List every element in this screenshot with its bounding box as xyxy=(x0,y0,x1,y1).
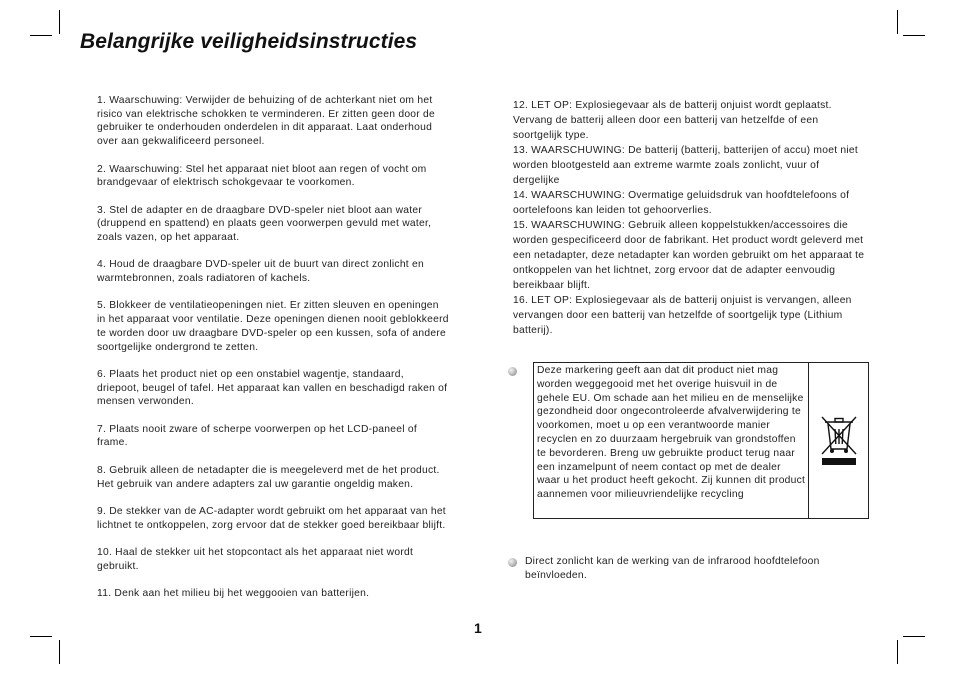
crop-mark xyxy=(897,640,898,664)
page-number: 1 xyxy=(474,620,482,636)
instruction-item: 1. Waarschuwing: Verwijder de behuizing of de achterkant niet om het risico van elektrische schokken te verminderen. Er zitten geen door de gebruiker te onderhouden onderdelen in dit apparaat. Laat onderhoud over aan gekwalificeerd personeel. xyxy=(97,95,436,148)
crop-mark xyxy=(903,35,925,36)
note-text: Direct zonlicht kan de werking van de infrarood hoofdtelefoon beïnvloeden. xyxy=(525,556,820,581)
page-title: Belangrijke veiligheidsinstructies xyxy=(80,30,418,53)
instruction-item: 12. LET OP: Explosiegevaar als de batterij onjuist wordt geplaatst. Vervang de batterij alleen door een batterij van hetzelfde of een soortgelijk type. xyxy=(513,100,832,141)
instruction-item: 13. WAARSCHUWING: De batterij (batterij, batterijen of accu) moet niet worden blootgesteld aan extreme warmte zoals zonlicht, vuur of dergelijke xyxy=(513,145,859,186)
crop-mark xyxy=(30,636,52,637)
instruction-item: 6. Plaats het product niet op een onstabiel wagentje, standaard, driepoot, beugel of tafel. Het apparaat kan vallen en beschadigd raken of mensen verwonden. xyxy=(97,368,448,408)
weee-text: Deze markering geeft aan dat dit product niet mag worden weggegooid met het overige huisvuil in de gehele EU. Om schade aan het milieu en de menselijke gezondheid door ongecontroleerde afvalverwijdering te voorkomen, moet u op een verantwoorde manier recyclen en zo duurzaam hergebruik van grondstoffen te bevorderen. Breng uw gebruikte product terug naar een inzamelpunt of neem contact op met de dealer waar u het product heeft gekocht. Zij kunnen dit product aannemen voor milieuvriendelijke recycling xyxy=(534,363,809,518)
bullet-icon xyxy=(508,558,517,567)
instruction-item: 7. Plaats nooit zware of scherpe voorwerpen op het LCD-paneel of frame. xyxy=(97,423,417,449)
instruction-item: 11. Denk aan het milieu bij het weggooien van batterijen. xyxy=(97,588,370,600)
crop-mark xyxy=(59,10,60,34)
instruction-item: 8. Gebruik alleen de netadapter die is meegeleverd met de het product. Het gebruik van andere adapters zal uw garantie ongeldig maken. xyxy=(97,464,440,490)
crop-mark xyxy=(59,640,60,664)
crop-mark xyxy=(30,35,52,36)
instruction-item: 15. WAARSCHUWING: Gebruik alleen koppelstukken/accessoires die worden gespecificeerd door de fabrikant. Het product wordt geleverd met een netadapter, deze netadapter kan worden gebruikt om het apparaat te ontkoppelen van het lichtnet, zorg ervoor dat de adapter eenvoudig bereikbaar blijft. xyxy=(513,220,865,291)
instruction-item: 3. Stel de adapter en de draagbare DVD-speler niet bloot aan water (druppend en spattend) en plaats geen voorwerpen gevuld met water, zoals vazen, op het apparaat. xyxy=(97,204,432,243)
instruction-item: 16. LET OP: Explosiegevaar als de batterij onjuist is vervangen, alleen vervangen door een batterij van hetzelfde of soortgelijk type (Lithium batterij). xyxy=(513,295,852,336)
crop-mark xyxy=(903,636,925,637)
instruction-item: 2. Waarschuwing: Stel het apparaat niet bloot aan regen of vocht om brandgevaar of elektrisch schokgevaar te voorkomen. xyxy=(97,163,427,189)
bullet-icon xyxy=(508,367,517,376)
instruction-item: 4. Houd de draagbare DVD-speler uit de buurt van direct zonlicht en warmtebronnen, zoals radiatoren of kachels. xyxy=(97,259,424,285)
crop-mark xyxy=(897,10,898,34)
right-column xyxy=(513,98,865,338)
weee-box xyxy=(533,362,869,519)
instruction-item: 5. Blokkeer de ventilatieopeningen niet. Er zitten sleuven en openingen in het apparaat voor ventilatie. Deze openingen dienen nooit geblokkeerd te worden door uw draagbare DVD-speler op een kussen, sofa of andere soortgelijke ondergrond te zetten. xyxy=(97,300,449,353)
instruction-item: 10. Haal de stekker uit het stopcontact als het apparaat niet wordt gebruikt. xyxy=(97,547,414,572)
crossed-out-wheelie-bin-icon xyxy=(809,363,868,518)
instruction-item: 14. WAARSCHUWING: Overmatige geluidsdruk van hoofdtelefoons of oortelefoons kan leiden tot gehoorverlies. xyxy=(513,190,850,216)
instruction-item: 9. De stekker van de AC-adapter wordt gebruikt om het apparaat van het lichtnet te ontkoppelen, zorg ervoor dat de stekker goed bereikbaar blijft. xyxy=(97,505,446,531)
left-column xyxy=(97,94,449,615)
